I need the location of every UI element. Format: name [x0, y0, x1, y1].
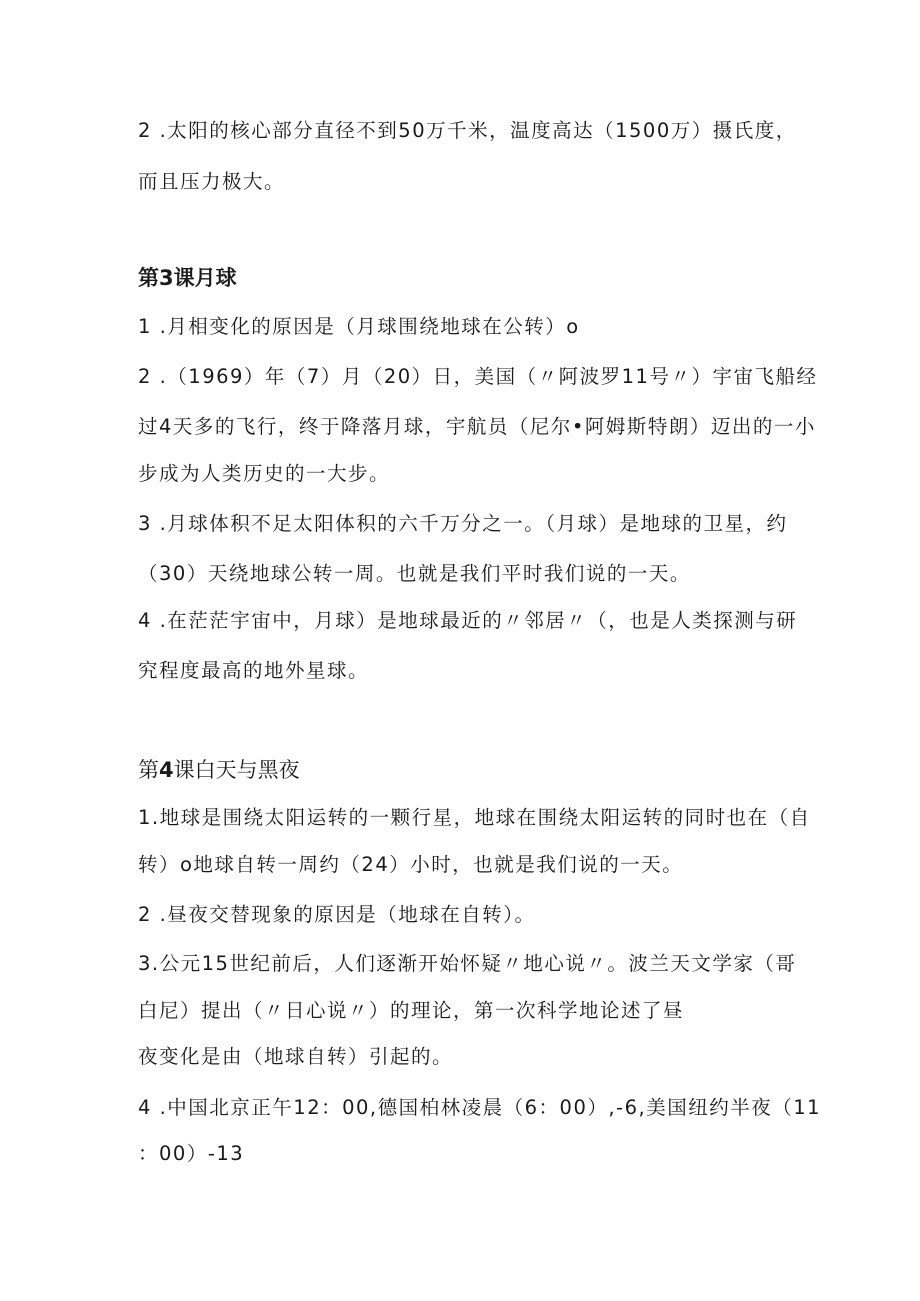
lesson-4-item-4-line-2: ：00）-13	[138, 1142, 245, 1165]
lesson-4-title-number: 4	[159, 758, 174, 782]
sun-item-2-line-2: 而且压力极大。	[138, 170, 286, 193]
lesson-4-title	[138, 756, 300, 784]
lesson-4-item-3-line-3: 夜变化是由（地球自转）引起的。	[138, 1045, 454, 1068]
lesson-3-item-4-line-1: 4 .在茫茫宇宙中，月球）是地球最近的〃邻居〃（，也是人类探测与研	[138, 609, 798, 632]
lesson-3-item-4-line-2: 究程度最高的地外星球。	[138, 659, 370, 682]
lesson-3-item-2-line-2: 过4天多的飞行，终于降落月球，宇航员（尼尔•阿姆斯特朗）迈出的一小	[138, 415, 816, 438]
lesson-4-item-3-line-1: 3.公元15世纪前后，人们逐渐开始怀疑〃地心说〃。波兰天文学家（哥	[138, 952, 797, 975]
sun-item-2-line-1: 2 .太阳的核心部分直径不到50万千米，温度高达（1500万）摄氏度，	[138, 119, 797, 142]
lesson-3-title: 第3课月球	[138, 266, 237, 290]
lesson-4-item-3-line-2: 白尼）提出（〃日心说〃）的理论，第一次科学地论述了昼	[138, 999, 685, 1022]
lesson-4-item-2: 2 .昼夜交替现象的原因是（地球在自转）。	[138, 903, 536, 926]
lesson-3-item-2-line-3: 步成为人类历史的一大步。	[138, 462, 391, 485]
lesson-4-item-4-line-1: 4 .中国北京正午12：00,德国柏林凌晨（6：00）,-6,美国纽约半夜（11	[138, 1096, 822, 1119]
lesson-4-title-suffix: 课白天与黑夜	[173, 758, 300, 782]
lesson-3-item-3-line-2: （30）天绕地球公转一周。也就是我们平时我们说的一天。	[138, 562, 691, 585]
lesson-4-item-1-line-1: 1.地球是围绕太阳运转的一颗行星，地球在围绕太阳运转的同时也在（自	[138, 806, 811, 829]
lesson-3-item-3-line-1: 3 .月球体积不足太阳体积的六千万分之一。（月球）是地球的卫星，约	[138, 512, 788, 535]
lesson-3-item-2-line-1: 2 .（1969）年（7）月（20）日，美国（〃阿波罗11号〃）宇宙飞船经	[138, 365, 818, 388]
lesson-4-item-1-line-2: 转）o地球自转一周约（24）小时，也就是我们说的一天。	[138, 853, 684, 876]
lesson-4-title-prefix: 第	[138, 758, 159, 782]
lesson-3-item-1: 1 .月相变化的原因是（月球围绕地球在公转）o	[138, 315, 580, 338]
